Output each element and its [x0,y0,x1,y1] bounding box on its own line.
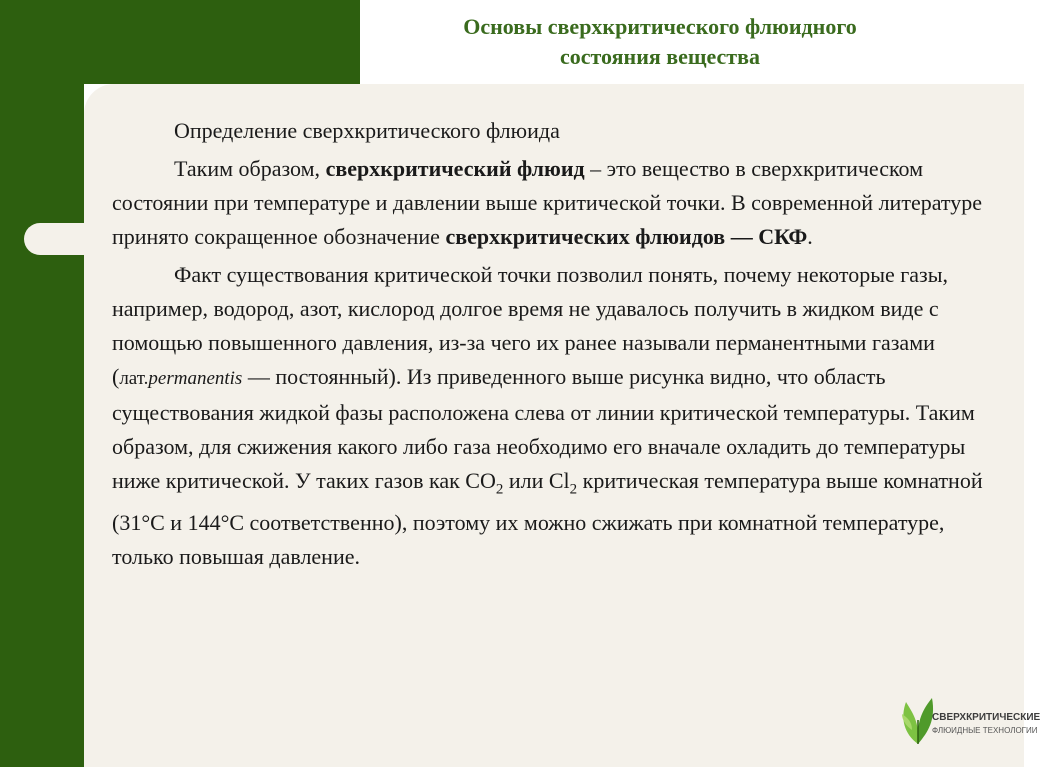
body-heading: Определение сверхкритического флюида [174,118,560,143]
slide-body [112,114,988,574]
p2-subscript-2: 2 [569,481,578,498]
p2-latin-italic: permanentis [148,368,243,389]
title-line-2: состояния вещества [560,44,760,69]
logo-line-2: ФЛЮИДНЫЕ ТЕХНОЛОГИИ [932,726,1038,735]
p2-lat: лат. [119,368,149,389]
p2-text-a: Факт существования критической точки позволил понять, почему некоторые газы, например, водород, азот, кислород долгое время не удавалось получить в жидком виде с помощью повышенного давления, из-за чего их ранее называли перманентными газами ( [112,262,949,389]
p1-abbr-bold: сверхкритических флюидов — СКФ [445,224,808,249]
p1-term-bold: сверхкритический флюид [325,156,585,181]
p2-text-d: критическая температура выше комнатной (31°C и 144°C соответственно), поэтому их можно сжижать при комнатной температуре, только повышая давление. [112,468,983,570]
p2-text-b: — постоянный). Из приведенного выше рисунка видно, что область существования жидкой фазы расположена слева от линии критической температуры. Таким образом, для сжижения какого либо газа необходимо его вначале охладить до температуры ниже критической. У таких газов как CO [112,364,975,493]
left-decor-bar [0,0,84,767]
company-logo [898,690,1040,750]
title-line-1: Основы сверхкритического флюидного [463,14,857,39]
p1-text-e: . [807,224,813,249]
paragraph-2 [112,258,988,574]
paragraph-1 [112,152,988,254]
p2-text-c: или Cl [503,468,570,493]
slide-title [380,12,940,72]
top-decor-block [84,0,360,84]
p1-text-c: – это вещество в сверхкритическом состоянии при температуре и давлении выше критической точки. В современной литературе принято сокращенное обозначение [112,156,982,249]
p2-subscript-1: 2 [495,481,504,498]
logo-line-1: СВЕРХКРИТИЧЕСКИЕ [932,712,1040,723]
p1-text-a: Таким образом, [174,156,326,181]
